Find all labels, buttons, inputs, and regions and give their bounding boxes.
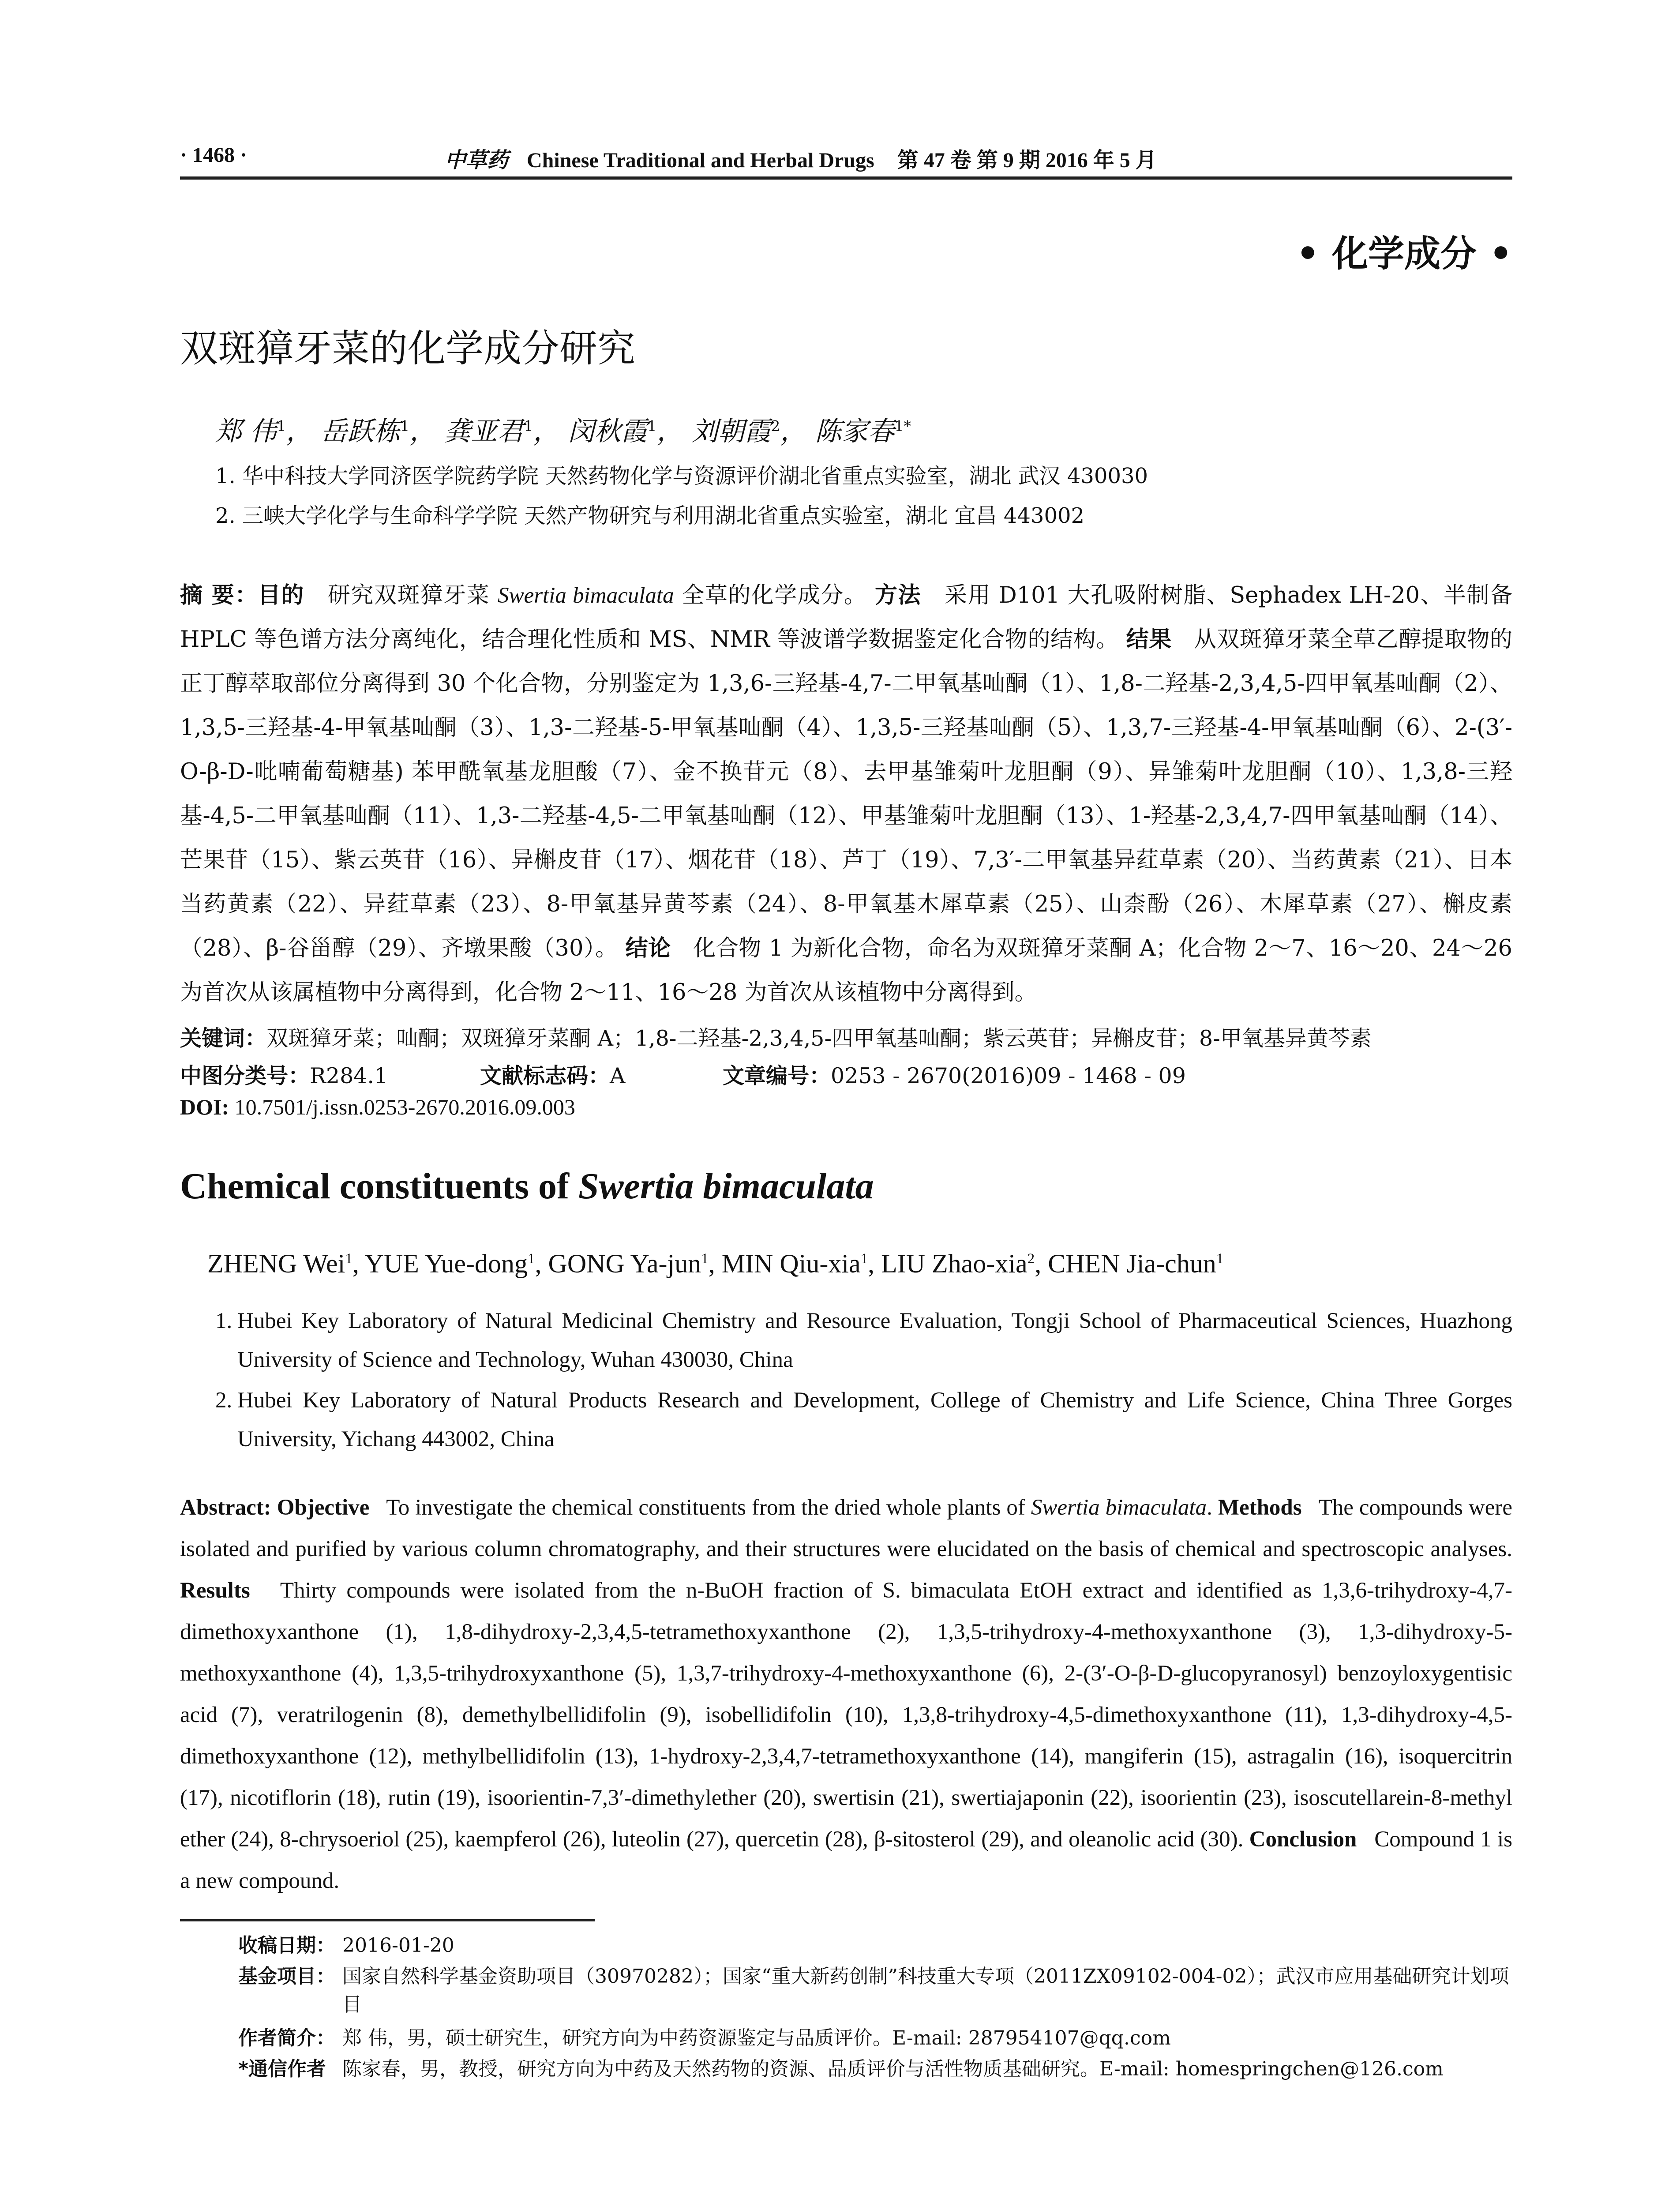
footnote-author-bio: 作者简介： 郑 伟，男，硕士研究生，研究方向为中药资源鉴定与品质评价。E-mail: 287954107@qq.com bbox=[238, 2027, 1171, 2049]
affiliation-cn-1: 1. 华中科技大学同济医学院药学院 天然药物化学与资源评价湖北省重点实验室，湖北 武汉 430030 bbox=[215, 464, 1148, 488]
author: 陈家春$^{1*}$ bbox=[815, 416, 911, 447]
document-code: 文献标志码：A bbox=[480, 1063, 626, 1088]
clc-code: 中图分类号：R284.1 bbox=[180, 1063, 388, 1088]
doi-value: 10.7501/j.issn.0253-2670.2016.09.003 bbox=[234, 1095, 575, 1119]
results-text: 从双斑獐牙菜全草乙醇提取物的正丁醇萃取部位分离得到 30 个化合物，分别鉴定为 1,3,6-三羟基-4,7-二甲氧基𠮿酮（1）、1,8-二羟基-2,3,4,5-四甲氧基𠮿酮（2）、1,3,5-三羟基-4-甲氧基𠮿酮（3）、1,3-二羟基-5-甲氧基𠮿酮（4）、1,3,5-三羟基𠮿酮（5）、1,3,7-三羟基-4-甲氧基𠮿酮（6）、2-(3′-O-β-D-吡喃葡萄糖基) 苯甲酰氧基龙胆酸（7）、金不换苷元（8）、去甲基雏菊叶龙胆酮（9）、异雏菊叶龙胆酮（10）、1,3,8-三羟基-4,5-二甲氧基𠮿酮（11）、1,3-二羟基-4,5-二甲氧基𠮿酮（12）、甲基雏菊叶龙胆酮（13）、1-羟基-2,3,4,7-四甲氧基𠮿酮（14）、芒果苷（15）、紫云英苷（16）、异槲皮苷（17）、烟花苷（18）、芦丁（19）、7,3′-二甲氧基异荭草素（20）、当药黄素（21）、日本当药黄素（22）、异荭草素（23）、8-甲氧基异黄芩素（24）、8-甲氧基木犀草素（25）、山柰酚（26）、木犀草素（27）、槲皮素（28）、β-谷甾醇（29）、齐墩果酸（30）。 bbox=[180, 627, 1512, 961]
title-cn: 双斑獐牙菜的化学成分研究 bbox=[180, 326, 635, 371]
title-en-main: Chemical constituents of bbox=[180, 1166, 569, 1207]
author: ZHENG Wei$^1$, bbox=[207, 1249, 365, 1278]
latin-name-en: Swertia bimaculata bbox=[1031, 1495, 1207, 1520]
journal-issue: 第 47 卷 第 9 期 2016 年 5 月 bbox=[897, 149, 1157, 172]
objective-en-text: To investigate the chemical constituents from the dried whole plants of bbox=[386, 1495, 1025, 1520]
abstract-en-label: Abstract: bbox=[180, 1495, 271, 1520]
author: 岳跃栋$^1$， bbox=[321, 416, 436, 447]
author: 闵秋霞$^1$， bbox=[568, 416, 683, 447]
objective-text-a: 研究双斑獐牙菜 bbox=[327, 582, 490, 608]
affiliation-number: 1. bbox=[215, 1309, 232, 1333]
author: GONG Ya-jun$^1$, bbox=[548, 1249, 722, 1278]
footnote-received: 收稿日期： 2016-01-20 bbox=[238, 1934, 454, 1957]
affiliation-cn-2: 2. 三峡大学化学与生命科学学院 天然产物研究与利用湖北省重点实验室，湖北 宜昌 443002 bbox=[215, 503, 1085, 528]
methods-en-text: The compounds were isolated and purified by various column chromatography, and their structures were elucidated on the basis of chemical and spectroscopic analyses. bbox=[180, 1495, 1512, 1561]
methods-en-label: Methods bbox=[1218, 1495, 1302, 1520]
author: MIN Qiu-xia$^1$, bbox=[721, 1249, 881, 1278]
journal-name-cn: 中草药 bbox=[445, 148, 509, 173]
title-en bbox=[180, 1165, 874, 1208]
results-en-label: Results bbox=[180, 1578, 250, 1603]
doi bbox=[180, 1094, 575, 1120]
affiliation-en-2 bbox=[215, 1381, 1512, 1459]
article-number: 文章编号：0253 - 2670(2016)09 - 1468 - 09 bbox=[723, 1063, 1186, 1088]
abstract-en: Abstract: Objective To investigate the chemical constituents from the dried whole plants of Swertia bimaculata. Methods The compounds were isolated and purified by various column chromatography, and their structures were elucidated on the basis of chemical and spectroscopic analyses. Results Thirty compounds were isolated from the n-BuOH fraction of S. bimaculata EtOH extract and identified as 1,3,6-trihydroxy-4,7-dimethoxyxanthone (1), 1,8-dihydroxy-2,3,4,5-tetramethoxyxanthone (2), 1,3,5-trihydroxy-4-methoxyxanthone (3), 1,3-dihydroxy-5-methoxyxanthone (4), 1,3,5-trihydroxyxanthone (5), 1,3,7-trihydroxy-4-methoxyxanthone (6), 2-(3′-O-β-D-glucopyranosyl) benzoyloxygentisic acid (7), veratrilogenin (8), demethylbellidifolin (9), isobellidifolin (10), 1,3,8-trihydroxy-4,5-dimethoxyxanthone (11), 1,3-dihydroxy-4,5-dimethoxyxanthone (12), methylbellidifolin (13), 1-hydroxy-2,3,4,7-tetramethoxyxanthone (14), mangiferin (15), astragalin (16), isoquercitrin (17), nicotiflorin (18), rutin (19), isoorientin-7,3′-dimethylether (20), swertisin (21), swertiajaponin (22), isoorientin (23), isoscutellarein-8-methyl ether (24), 8-chrysoeriol (25), kaempferol (26), luteolin (27), quercetin (28), β-sitosterol (29), and oleanolic acid (30). Conclusion Compound 1 is a new compound. bbox=[180, 1495, 1513, 1893]
journal-info bbox=[445, 143, 1157, 173]
objective-text-b: 全草的化学成分。 bbox=[682, 582, 867, 608]
footnote-corresponding: *通信作者 陈家春，男，教授，研究方向为中药及天然药物的资源、品质评价与活性物质基础研究。E-mail: homespringchen@126.com bbox=[238, 2058, 1444, 2080]
classification-line bbox=[180, 1059, 1512, 1088]
doi-label: DOI: bbox=[180, 1095, 229, 1119]
running-header bbox=[180, 141, 1512, 180]
author: CHEN Jia-chun$^1$ bbox=[1048, 1249, 1224, 1278]
methods-label: 方法 bbox=[875, 582, 921, 608]
affiliation-text: Hubei Key Laboratory of Natural Products Research and Development, College of Chemistry and Life Science, China Three Gorges University, Yichang 443002, China bbox=[237, 1388, 1512, 1452]
abstract-cn bbox=[180, 574, 1512, 1015]
title-en-latin: Swertia bimaculata bbox=[578, 1166, 874, 1207]
conclusion-text: 化合物 1 为新化合物，命名为双斑獐牙菜酮 A；化合物 2～7、16～20、24～26 为首次从该属植物中分离得到，化合物 2～11、16～28 为首次从该植物中分离得到。 bbox=[180, 935, 1512, 1005]
conclusion-en-text: Compound 1 is a new compound. bbox=[180, 1827, 1513, 1893]
results-label: 结果 bbox=[1126, 627, 1172, 653]
authors-cn bbox=[215, 410, 911, 448]
footnote-rule bbox=[180, 1919, 595, 1921]
objective-en-label: Objective bbox=[277, 1495, 370, 1520]
latin-name: Swertia bimaculata bbox=[498, 583, 674, 608]
author: YUE Yue-dong$^1$, bbox=[364, 1249, 548, 1278]
results-en-text: Thirty compounds were isolated from the n-BuOH fraction of S. bimaculata EtOH extract and identified as 1,3,6-trihydroxy-4,7-dimethoxyxanthone (1), 1,8-dihydroxy-2,3,4,5-tetramethoxyxanthone (2), 1,3,5-trihydroxy-4-methoxyxanthone (3), 1,3-dihydroxy-5-methoxyxanthone (4), 1,3,5-trihydroxyxanthone (5), 1,3,7-trihydroxy-4-methoxyxanthone (6), 2-(3′-O-β-D-glucopyranosyl) benzoyloxygentisic acid (7), veratrilogenin (8), demethylbellidifolin (9), isobellidifolin (10), 1,3,8-trihydroxy-4,5-dimethoxyxanthone (11), 1,3-dihydroxy-4,5-dimethoxyxanthone (12), methylbellidifolin (13), 1-hydroxy-2,3,4,7-tetramethoxyxanthone (14), mangiferin (15), astragalin (16), isoquercitrin (17), nicotiflorin (18), rutin (19), isoorientin-7,3′-dimethylether (20), swertisin (21), swertiajaponin (22), isoorientin (23), isoscutellarein-8-methyl ether (24), 8-chrysoeriol (25), kaempferol (26), luteolin (27), quercetin (28), β-sitosterol (29), and oleanolic acid (30). bbox=[180, 1578, 1512, 1852]
keywords-value: 双斑獐牙菜；𠮿酮；双斑獐牙菜酮 A；1,8-二羟基-2,3,4,5-四甲氧基𠮿酮；紫云英苷；异槲皮苷；8-甲氧基异黄芩素 bbox=[266, 1026, 1372, 1051]
objective-label: 目的 bbox=[258, 582, 304, 608]
conclusion-label: 结论 bbox=[625, 935, 671, 961]
keywords-cn bbox=[180, 1021, 1512, 1052]
abstract-label: 摘 要： bbox=[180, 582, 258, 608]
author: 郑 伟$^1$， bbox=[215, 416, 313, 447]
methods-text: 采用 D101 大孔吸附树脂、Sephadex LH-20、半制备 HPLC 等色谱方法分离纯化，结合理化性质和 MS、NMR 等波谱学数据鉴定化合物的结构。 bbox=[180, 582, 1512, 653]
authors-en bbox=[207, 1249, 1223, 1279]
page-number: · 1468 · bbox=[180, 143, 248, 167]
affiliation-text: Hubei Key Laboratory of Natural Medicinal Chemistry and Resource Evaluation, Tongji School of Pharmaceutical Sciences, Huazhong University of Science and Technology, Wuhan 430030, China bbox=[237, 1309, 1512, 1372]
keywords-label: 关键词： bbox=[180, 1026, 267, 1051]
affiliation-en-1 bbox=[215, 1302, 1512, 1379]
affiliation-number: 2. bbox=[215, 1388, 232, 1413]
author: 龚亚君$^1$， bbox=[444, 416, 560, 447]
section-label: • 化学成分 • bbox=[1296, 233, 1512, 275]
author: 刘朝霞$^2$， bbox=[691, 416, 807, 447]
conclusion-en-label: Conclusion bbox=[1249, 1827, 1357, 1852]
footnote-funding: 基金项目： 国家自然科学基金资助项目（30970282）；国家“重大新药创制”科技重大专项（2011ZX09102-004-02）；武汉市应用基础研究计划项目 bbox=[238, 1965, 1509, 2016]
author: LIU Zhao-xia$^2$, bbox=[881, 1249, 1048, 1278]
journal-name-en: Chinese Traditional and Herbal Drugs bbox=[527, 149, 874, 172]
